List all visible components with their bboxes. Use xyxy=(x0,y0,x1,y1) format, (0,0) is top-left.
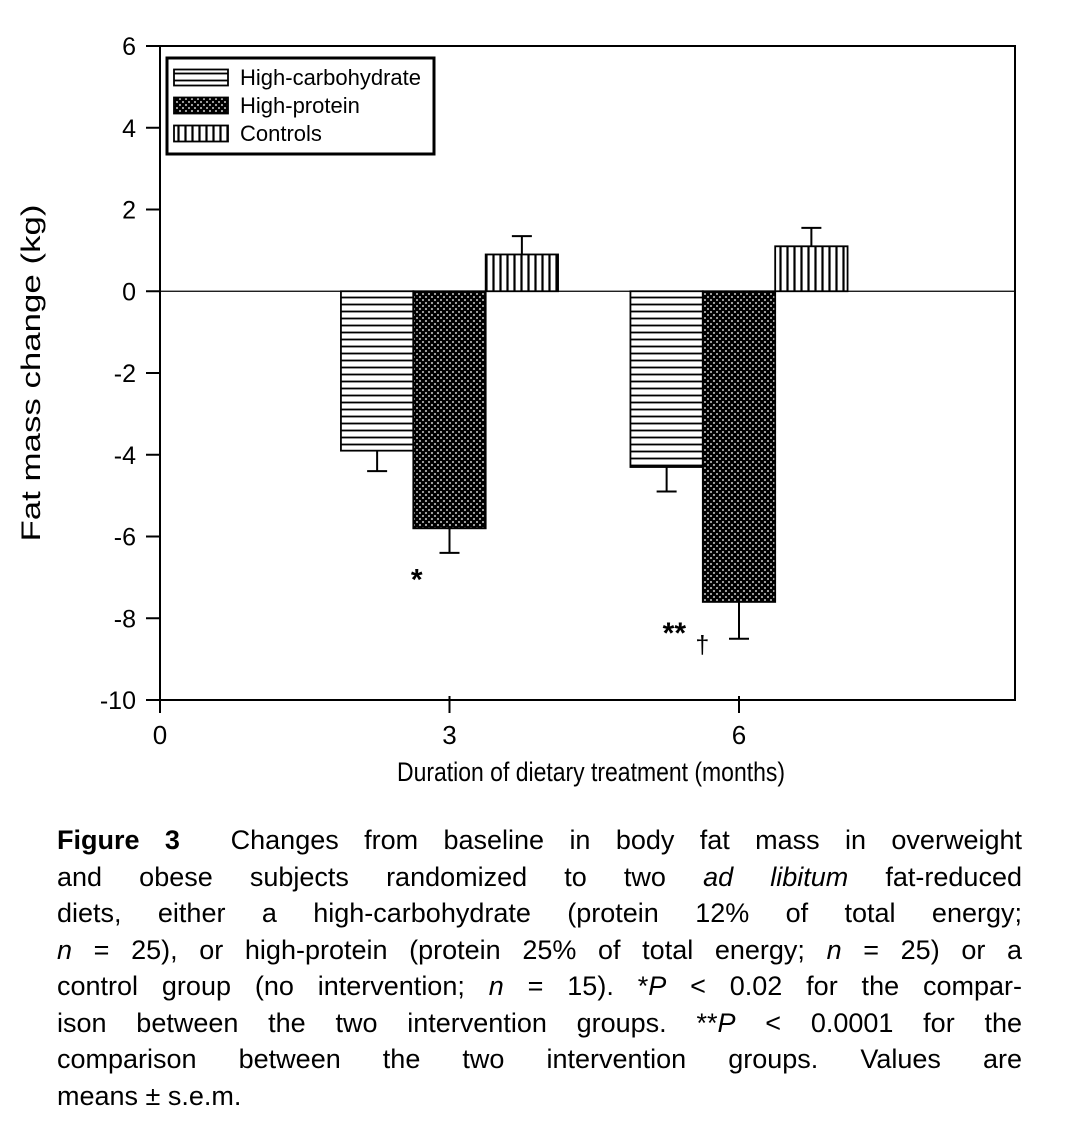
significance-marker: ** xyxy=(662,616,687,650)
caption-text: P xyxy=(648,971,667,1001)
caption-line xyxy=(57,1005,1022,1042)
y-tick-label: -10 xyxy=(99,687,136,715)
caption-line xyxy=(57,859,1022,896)
caption-line xyxy=(57,1078,1022,1115)
caption-figure-label: Figure 3 xyxy=(57,825,180,855)
caption-text: Changes from baseline in body fat mass in overweight xyxy=(179,825,1022,855)
caption-line xyxy=(57,968,1022,1005)
figure-caption xyxy=(57,822,1022,1114)
legend xyxy=(167,58,434,154)
bar-high-protein-month6 xyxy=(703,291,775,602)
caption-text: ison between the two intervention groups. ** xyxy=(57,1007,718,1038)
y-tick-label: 6 xyxy=(122,33,136,61)
caption-text: < 0.0001 for the xyxy=(735,1007,1022,1038)
caption-line xyxy=(57,822,1022,859)
caption-line xyxy=(57,932,1022,969)
legend-swatch-high-carbohydrate xyxy=(174,70,228,86)
x-tick-label: 0 xyxy=(152,720,168,750)
caption-text: = 15). * xyxy=(503,971,649,1001)
x-tick-label: 6 xyxy=(731,720,747,750)
legend-label-high-protein: High-protein xyxy=(240,93,360,118)
y-tick-label: -6 xyxy=(113,523,136,552)
y-tick-label: 4 xyxy=(122,114,136,143)
legend-swatch-controls xyxy=(174,126,228,142)
legend-label-controls: Controls xyxy=(240,121,322,146)
caption-text: means ± s.e.m. xyxy=(57,1080,242,1111)
caption-text: n xyxy=(826,934,842,965)
caption-text: control group (no intervention; xyxy=(57,971,489,1001)
bar-high-carbohydrate-month6 xyxy=(630,291,702,467)
y-tick-label: -8 xyxy=(113,605,136,634)
y-tick-label: 2 xyxy=(122,196,136,225)
y-tick-label: 0 xyxy=(122,278,136,307)
bar-controls-month3 xyxy=(486,254,558,291)
caption-line xyxy=(57,895,1022,932)
caption-text: ad libitum xyxy=(703,861,849,892)
legend-item-high-protein xyxy=(174,93,360,118)
caption-text: = 25), or high-protein (protein 25% of total energy; xyxy=(72,934,827,965)
caption-text: diets, either a high-carbohydrate (protein 12% of total energy; xyxy=(57,898,1022,928)
caption-text: P xyxy=(717,1007,736,1038)
legend-swatch-high-protein xyxy=(174,98,228,114)
caption-text: comparison between the two intervention groups. Values are xyxy=(57,1044,1022,1074)
caption-text: < 0.02 for the compar- xyxy=(666,971,1022,1001)
caption-text: and obese subjects randomized to two xyxy=(57,861,704,892)
legend-item-high-carbohydrate xyxy=(174,65,421,90)
y-tick-label: -2 xyxy=(113,360,136,388)
x-tick-label: 3 xyxy=(442,720,457,750)
legend-label-high-carbohydrate: High-carbohydrate xyxy=(240,65,421,90)
significance-marker: * xyxy=(410,563,423,597)
y-axis-label: Fat mass change (kg) xyxy=(16,280,46,542)
caption-text: = 25) or a xyxy=(841,934,1023,965)
caption-text: fat-reduced xyxy=(848,861,1022,892)
caption-text: n xyxy=(57,934,73,965)
bar-high-protein-month3 xyxy=(413,291,485,528)
bar-high-carbohydrate-month3 xyxy=(341,291,413,450)
caption-line xyxy=(57,1041,1022,1078)
significance-marker: † xyxy=(695,630,710,659)
bar-controls-month6 xyxy=(775,246,847,291)
y-tick-label: -4 xyxy=(113,441,136,470)
caption-text: n xyxy=(488,971,504,1001)
x-axis-label: Duration of dietary treatment (months) xyxy=(397,757,785,787)
legend-item-controls xyxy=(174,121,322,146)
